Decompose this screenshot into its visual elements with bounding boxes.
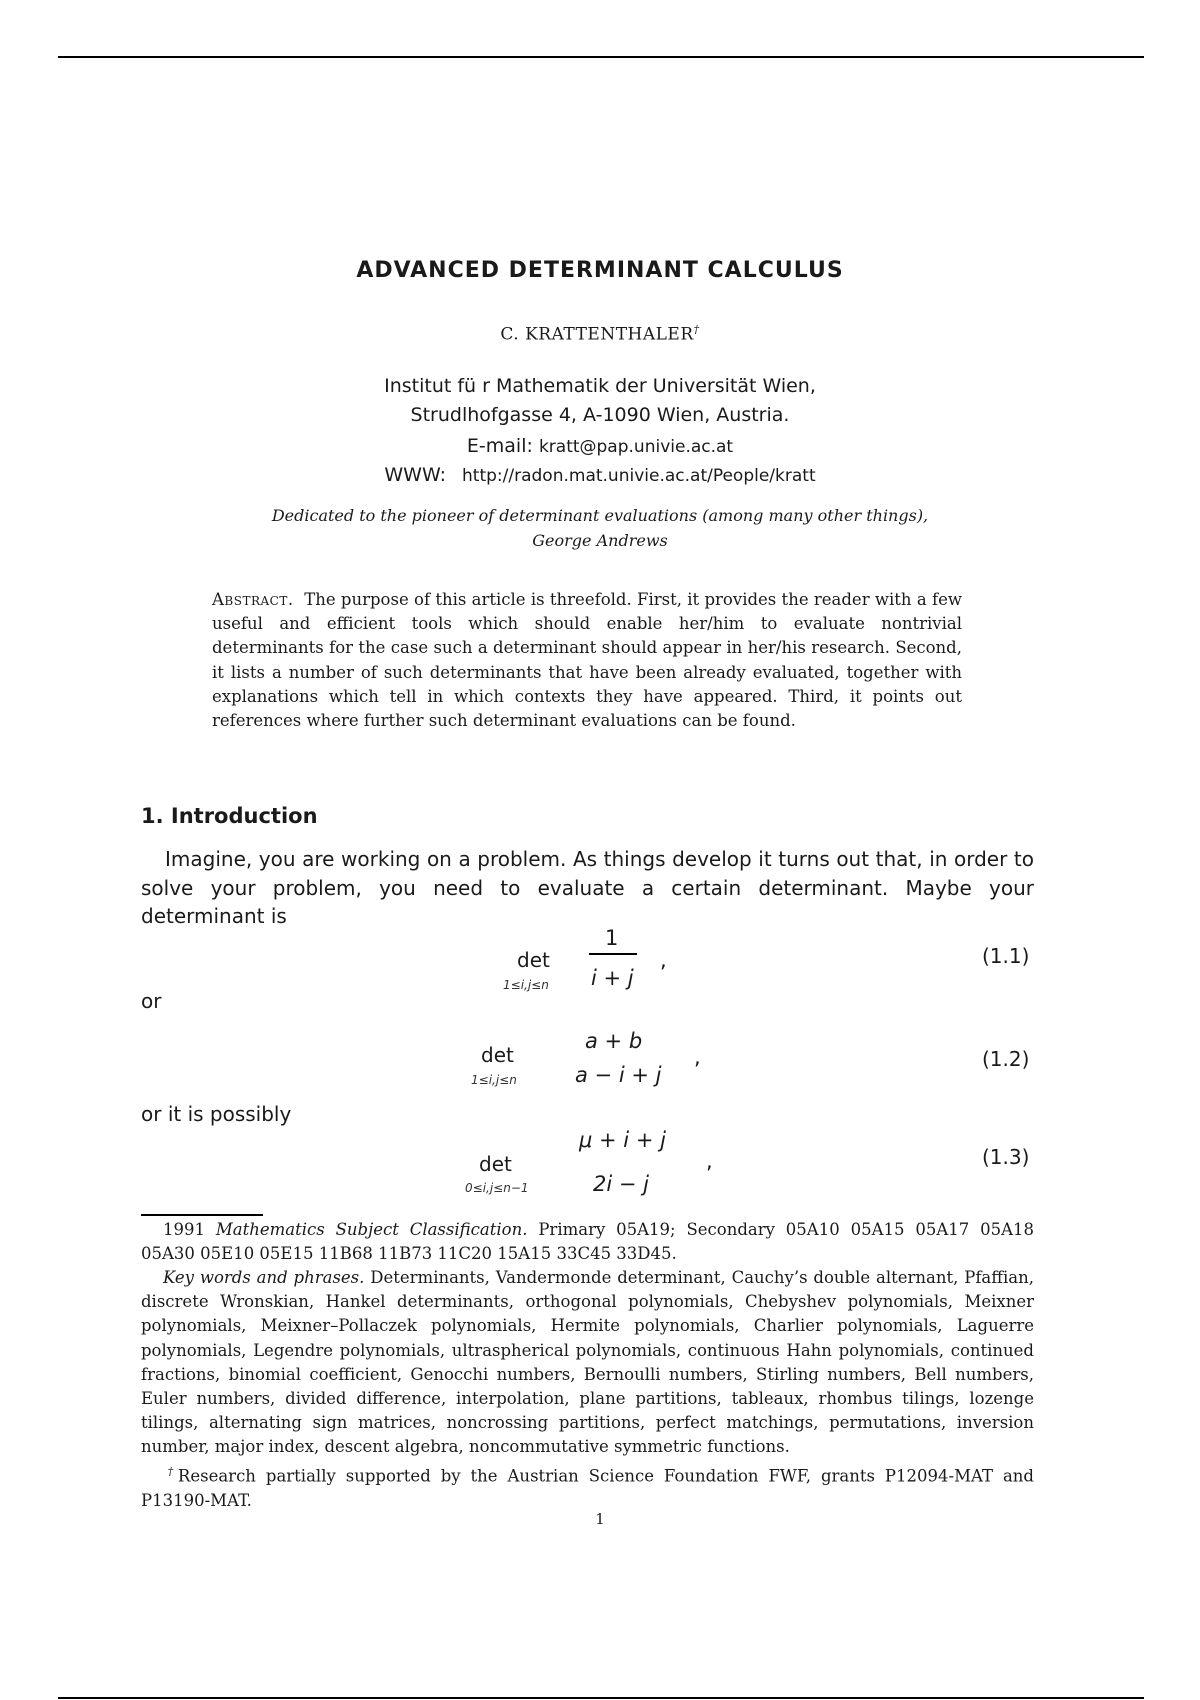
connector-or: or (141, 989, 162, 1013)
affiliation-line-2: Strudlhofgasse 4, A-1090 Wien, Austria. (410, 404, 790, 426)
intro-paragraph (141, 845, 1034, 931)
www-label: WWW: (384, 464, 447, 486)
eq1-fraction-bar (589, 953, 637, 955)
author-name: C. KRATTENTHALER (500, 324, 694, 345)
eq3-denominator: 2i − j (593, 1172, 649, 1196)
bottom-rule (58, 1697, 1144, 1699)
support-text: Research partially supported by the Austrian Science Foundation FWF, grants P12094-MAT and P13190-MAT. (141, 1466, 1034, 1510)
footnote-msc (141, 1218, 1034, 1266)
dedication-line-2: George Andrews (532, 531, 668, 550)
eq3-punct: , (706, 1149, 713, 1173)
eq2-label: (1.2) (982, 1047, 1030, 1071)
eq3-det: det (479, 1152, 512, 1176)
author-footnote-mark: † (693, 323, 700, 336)
www-line (0, 464, 1200, 486)
footnote-rule (141, 1214, 263, 1216)
intro-text: Imagine, you are working on a problem. As things develop it turns out that, in order to solve your problem, you need to evaluate a certain determinant. Maybe your determinant is (141, 847, 1034, 928)
email-line (0, 435, 1200, 457)
eq3-subscript: 0≤i,j≤n−1 (465, 1181, 529, 1195)
support-mark: † (163, 1465, 178, 1478)
keywords-label: Key words and phrases. (163, 1268, 365, 1287)
abstract-label: Abstract. (212, 590, 294, 609)
author (0, 323, 1200, 345)
footnote-support (141, 1460, 1034, 1513)
section-heading: 1. Introduction (141, 804, 318, 828)
eq1-det: det (517, 948, 550, 972)
email-label: E-mail: (466, 435, 533, 457)
top-rule (58, 56, 1144, 58)
page-number: 1 (595, 1510, 605, 1528)
eq1-denominator: i + j (591, 966, 634, 990)
affiliation-line-1: Institut fü r Mathematik der Universität Wien, (384, 375, 816, 397)
abstract (212, 588, 962, 733)
keywords-text: Determinants, Vandermonde determinant, Cauchy’s double alternant, Pfaffian, discrete Wronskian, Hankel determinants, orthogonal polynomials, Chebyshev polynomials, Meixner polynomials, Meixner–Pollaczek polynomials, Hermite polynomials, Charlier polynomials, Laguerre polynomials, Legendre polynomials, ultraspherical polynomials, continuous Hahn polynomials, continued fractions, binomial coefficient, Genocchi numbers, Bernoulli numbers, Stirling numbers, Bell numbers, Euler numbers, divided difference, interpolation, plane partitions, tableaux, rhombus tilings, lozenge tilings, alternating sign matrices, noncrossing partitions, perfect matchings, permutations, inversion number, major index, descent algebra, noncommutative symmetric functions. (141, 1268, 1034, 1457)
msc-label: Mathematics Subject Classification. (215, 1220, 528, 1239)
eq3-label: (1.3) (982, 1145, 1030, 1169)
abstract-text: The purpose of this article is threefold. First, it provides the reader with a few useful and efficient tools which should enable her/him to evaluate nontrivial determinants for the case such a determinant should appear in her/his research. Second, it lists a number of such determinants that have been already evaluated, together with explanations which tell in which contexts they have appeared. Third, it points out references where further such determinant evaluations can be found. (212, 590, 962, 731)
eq1-subscript: 1≤i,j≤n (503, 978, 549, 992)
eq1-numerator: 1 (605, 926, 619, 950)
eq2-punct: , (694, 1045, 701, 1069)
msc-text: Primary 05A19; Secondary 05A10 05A15 05A17 05A18 05A30 05E10 05E15 11B68 11B73 11C20 15A15 33C45 33D45. (141, 1220, 1035, 1264)
eq3-numerator: μ + i + j (579, 1128, 666, 1152)
eq2-numerator: a + b (585, 1029, 643, 1053)
eq2-det: det (481, 1043, 514, 1067)
email-address[interactable]: kratt@pap.univie.ac.at (538, 437, 734, 457)
connector-or-possibly: or it is possibly (141, 1102, 292, 1126)
eq2-denominator: a − i + j (575, 1063, 662, 1087)
eq1-label: (1.1) (982, 944, 1030, 968)
paper-title: ADVANCED DETERMINANT CALCULUS (356, 258, 844, 283)
eq1-punct: , (660, 948, 667, 972)
www-url[interactable]: http://radon.mat.univie.ac.at/People/kratt (462, 466, 816, 486)
eq2-subscript: 1≤i,j≤n (471, 1073, 517, 1087)
msc-year: 1991 (163, 1220, 205, 1239)
footnote-keywords (141, 1266, 1034, 1460)
dedication-line-1: Dedicated to the pioneer of determinant evaluations (among many other things), (271, 506, 929, 525)
